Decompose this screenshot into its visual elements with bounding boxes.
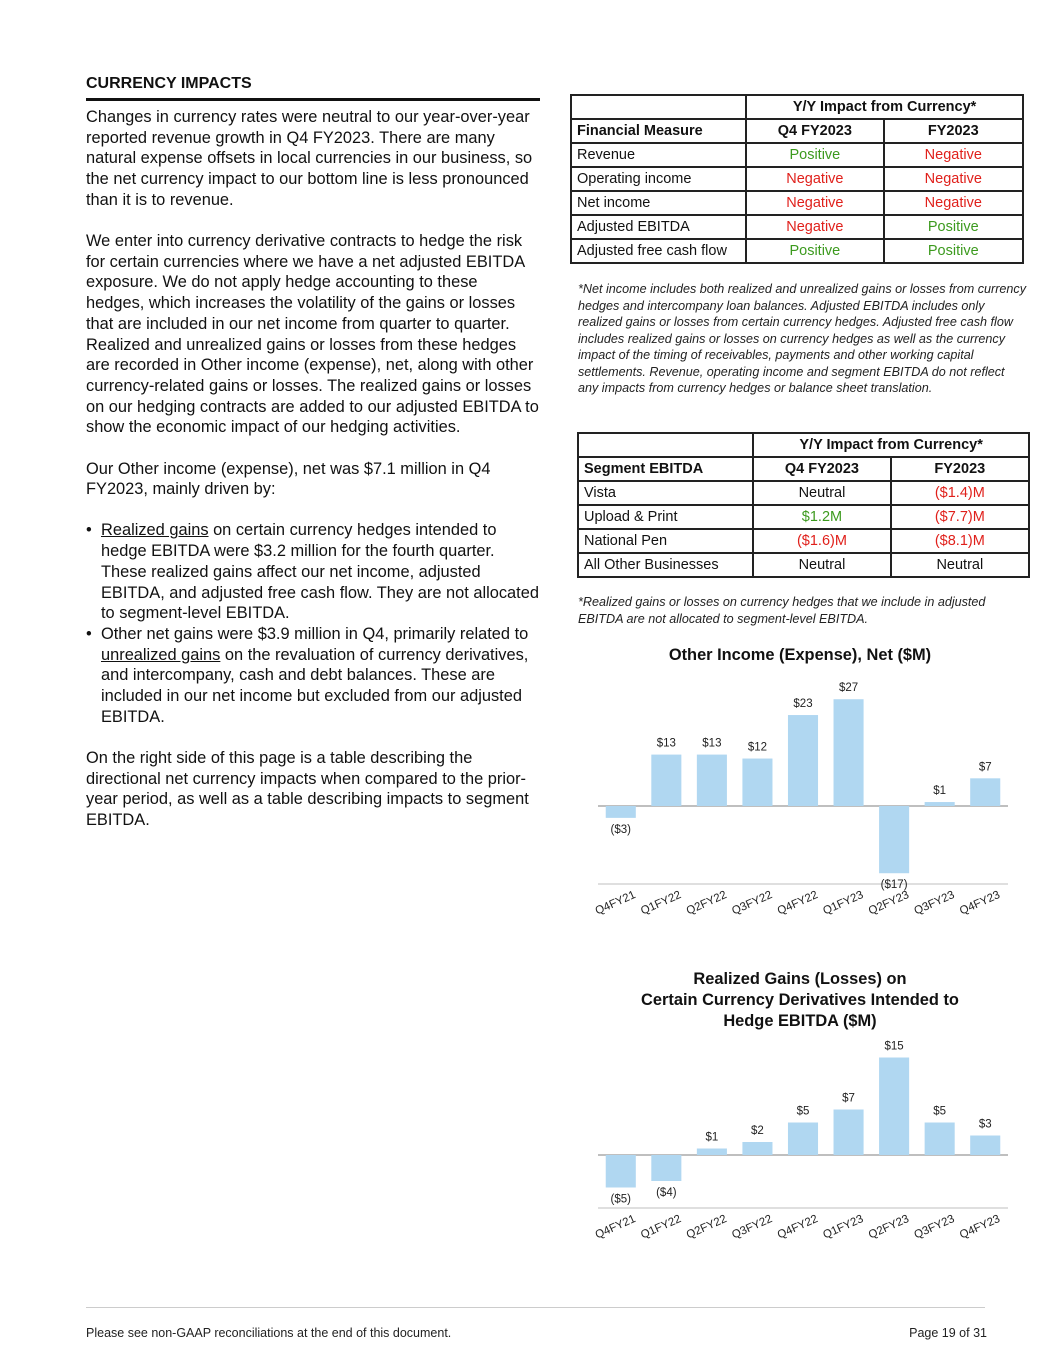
table-row [571,167,1023,191]
paragraph-other-income: Our Other income (expense), net was $7.1 million in Q4 FY2023, mainly driven by: [86,459,491,499]
table-header-row [571,119,1023,143]
bar-Q2FY23 [879,1058,909,1156]
bar-Q2FY22 [697,755,727,806]
currency-impact-table [570,94,1024,264]
bar-Q3FY23 [925,1123,955,1156]
footer-divider [86,1307,985,1308]
bar-Q3FY23 [925,802,955,806]
fy-impact: Positive [884,239,1023,263]
tick-label-Q3FY23: Q3FY23 [912,1213,957,1242]
fy-impact: Neutral [891,553,1029,577]
realized-gains-term: Realized gains [101,521,209,540]
page-number: Page 19 of 31 [909,1326,987,1340]
bullet-marker: • [86,521,92,540]
row-label: Revenue [571,143,746,167]
q4-impact: Positive [746,239,883,263]
table-corner-cell [571,95,746,119]
table-row [571,239,1023,263]
tick-label-Q1FY22: Q1FY22 [639,889,684,918]
column-header-fy: FY2023 [891,457,1029,481]
data-label-Q2FY23: $15 [884,1040,904,1053]
table-group-header: Y/Y Impact from Currency* [746,95,1023,119]
table-corner-cell [578,433,753,457]
bar-Q2FY22 [697,1149,727,1156]
realized-gains-chart [570,966,1030,1266]
tick-label-Q4FY22: Q4FY22 [775,889,820,918]
chart-title-line-2: Certain Currency Derivatives Intended to [641,991,959,1009]
list-item-other-gains [86,624,540,728]
data-label-Q2FY22: $13 [702,737,722,750]
bullet1-text: on certain currency hedges intended to hedge EBITDA were $3.2 million for the fourth quarter. These realized gains affect our net income, adjusted EBITDA, and adjusted free cash flow. They are not allocated to segment-level EBITDA. [101,521,539,623]
unrealized-gains-term: unrealized gains [101,645,221,664]
data-label-Q4FY22: $23 [793,698,813,711]
row-label: Upload & Print [578,505,753,529]
fy-impact: Negative [884,167,1023,191]
bar-Q4FY22 [788,715,818,806]
bar-Q2FY23 [879,806,909,873]
row-label: Adjusted EBITDA [571,215,746,239]
table-header-row [578,457,1029,481]
data-label-Q3FY22: $12 [747,741,768,754]
bullet2-pre: Other net gains were $3.9 million in Q4, primarily related to [101,624,529,643]
table-row [571,191,1023,215]
tick-label-Q3FY22: Q3FY22 [730,1213,775,1242]
other-income-chart-svg [570,642,1030,942]
data-label-Q2FY22: $1 [705,1131,719,1144]
data-label-Q4FY22: $5 [796,1105,810,1118]
row-label: Vista [578,481,753,505]
row-label: All Other Businesses [578,553,753,577]
fy-impact: ($1.4)M [891,481,1029,505]
table-row [578,529,1029,553]
bar-Q4FY22 [788,1123,818,1156]
table-group-header-row [571,95,1023,119]
tick-label-Q2FY22: Q2FY22 [684,1213,729,1242]
data-label-Q4FY23: $7 [978,761,992,774]
other-income-chart [570,642,1030,942]
data-label-Q2FY23: ($17) [880,879,908,892]
tick-label-Q4FY21: Q4FY21 [593,1213,638,1242]
table2-footnote: *Realized gains or losses on currency hedges that we include in adjusted EBITDA are not allocated to segment-level EBITDA. [578,595,986,626]
segment-ebitda-table [577,432,1030,578]
table-row [571,143,1023,167]
table-row [578,553,1029,577]
left-column [86,74,540,851]
chart-title-line-1: Realized Gains (Losses) on [693,970,907,988]
q4-impact: $1.2M [753,505,890,529]
q4-impact: Negative [746,167,883,191]
table-row [571,215,1023,239]
paragraph-table-description: On the right side of this page is a table describing the directional net currency impacts when compared to the prior-year period, as well as a table describing impacts to segment EBITDA. [86,748,529,830]
bar-Q1FY22 [651,755,681,806]
q4-impact: Negative [746,191,883,215]
table1-footnote: *Net income includes both realized and unrealized gains or losses from currency hedges and intercompany loan balances. Adjusted EBITDA includes only realized gains or losses from certain currency hedges. Adjusted free cash flow includes realized gains or losses on currency hedges as well as the currency impact of the timing of receivables, payments and other working capital settlements. Revenue, operating income and segment EBITDA do not reflect any impacts from currency hedges or balance sheet translation. [578,282,1027,395]
data-label-Q3FY23: $5 [933,1105,947,1118]
column-header-q4: Q4 FY2023 [753,457,890,481]
tick-label-Q4FY23: Q4FY23 [957,889,1003,918]
column-header-measure: Financial Measure [571,119,746,143]
fy-impact: ($8.1)M [891,529,1029,553]
data-label-Q1FY22: $13 [656,737,676,750]
tick-label-Q2FY23: Q2FY23 [866,889,911,918]
bar-Q4FY23 [970,1136,1000,1156]
paragraph-currency-neutral: Changes in currency rates were neutral to our year-over-year reported revenue growth in Q4 FY2023. There are many natural expense offsets in local currencies in our business, so the net currency impact to our bottom line is less pronounced than it is to revenue. [86,108,533,209]
row-label: Operating income [571,167,746,191]
tick-label-Q3FY23: Q3FY23 [912,889,957,918]
table-group-header: Y/Y Impact from Currency* [753,433,1029,457]
list-item-realized-gains [86,520,540,624]
data-label-Q4FY21: ($3) [610,823,632,836]
data-label-Q1FY23: $7 [842,1092,855,1105]
column-header-fy: FY2023 [884,119,1023,143]
column-header-q4: Q4 FY2023 [746,119,883,143]
data-label-Q3FY23: $1 [933,785,947,798]
data-label-Q1FY22: ($4) [656,1187,677,1199]
title-rule [86,98,540,101]
driver-list [86,520,540,727]
table-row [578,481,1029,505]
paragraph-hedging: We enter into currency derivative contracts to hedge the risk for certain currencies where we have a net adjusted EBITDA exposure. We do not apply hedge accounting to these hedges, which increases the volatility of the gains or losses that are included in our net income from quarter to quarter. Realized and unrealized gains or losses from these hedges are recorded in Other income (expense), net, along with other currency-related gains or losses. The realized gains or losses on our hedging contracts are added to our adjusted EBITDA to show the economic impact of our hedging activities. [86,232,539,437]
tick-label-Q4FY23: Q4FY23 [957,1213,1003,1242]
tick-label-Q3FY22: Q3FY22 [730,889,775,918]
realized-gains-chart-svg [570,966,1030,1266]
q4-impact: Positive [746,143,883,167]
data-label-Q1FY23: $27 [838,682,859,695]
chart-title: Other Income (Expense), Net ($M) [668,646,932,664]
bullet-marker: • [86,624,92,643]
data-label-Q3FY22: $2 [751,1125,764,1137]
footer-note: Please see non-GAAP reconciliations at the end of this document. [86,1326,452,1340]
row-label: National Pen [578,529,753,553]
bar-Q1FY23 [834,1110,864,1156]
q4-impact: ($1.6)M [753,529,890,553]
fy-impact: Negative [884,143,1023,167]
tick-label-Q1FY23: Q1FY23 [821,1213,866,1242]
tick-label-Q1FY23: Q1FY23 [821,889,866,918]
section-title: CURRENCY IMPACTS [86,75,252,92]
data-label-Q4FY21: ($5) [610,1193,632,1206]
q4-impact: Neutral [753,553,890,577]
bar-Q1FY23 [834,699,864,806]
bar-Q4FY23 [970,778,1000,806]
tick-label-Q1FY22: Q1FY22 [639,1213,684,1242]
column-header-segment: Segment EBITDA [578,457,753,481]
table-row [578,505,1029,529]
q4-impact: Neutral [753,481,890,505]
fy-impact: Negative [884,191,1023,215]
tick-label-Q4FY21: Q4FY21 [593,889,638,918]
row-label: Net income [571,191,746,215]
tick-label-Q4FY22: Q4FY22 [775,1213,820,1242]
bar-Q4FY21 [606,806,636,818]
q4-impact: Negative [746,215,883,239]
bar-Q4FY21 [606,1155,636,1188]
row-label: Adjusted free cash flow [571,239,746,263]
bullet2-text: on the revaluation of currency derivatives, and intercompany, cash and debt balances. These are included in our net income but excluded from our adjusted EBITDA. [101,645,529,726]
bar-Q3FY22 [742,759,772,806]
chart-title-line-3: Hedge EBITDA ($M) [723,1012,877,1030]
table-group-header-row [578,433,1029,457]
bar-Q3FY22 [742,1142,772,1155]
tick-label-Q2FY22: Q2FY22 [684,889,729,918]
data-label-Q4FY23: $3 [978,1118,992,1131]
bar-Q1FY22 [651,1155,681,1181]
fy-impact: Positive [884,215,1023,239]
fy-impact: ($7.7)M [891,505,1029,529]
tick-label-Q2FY23: Q2FY23 [866,1213,911,1242]
